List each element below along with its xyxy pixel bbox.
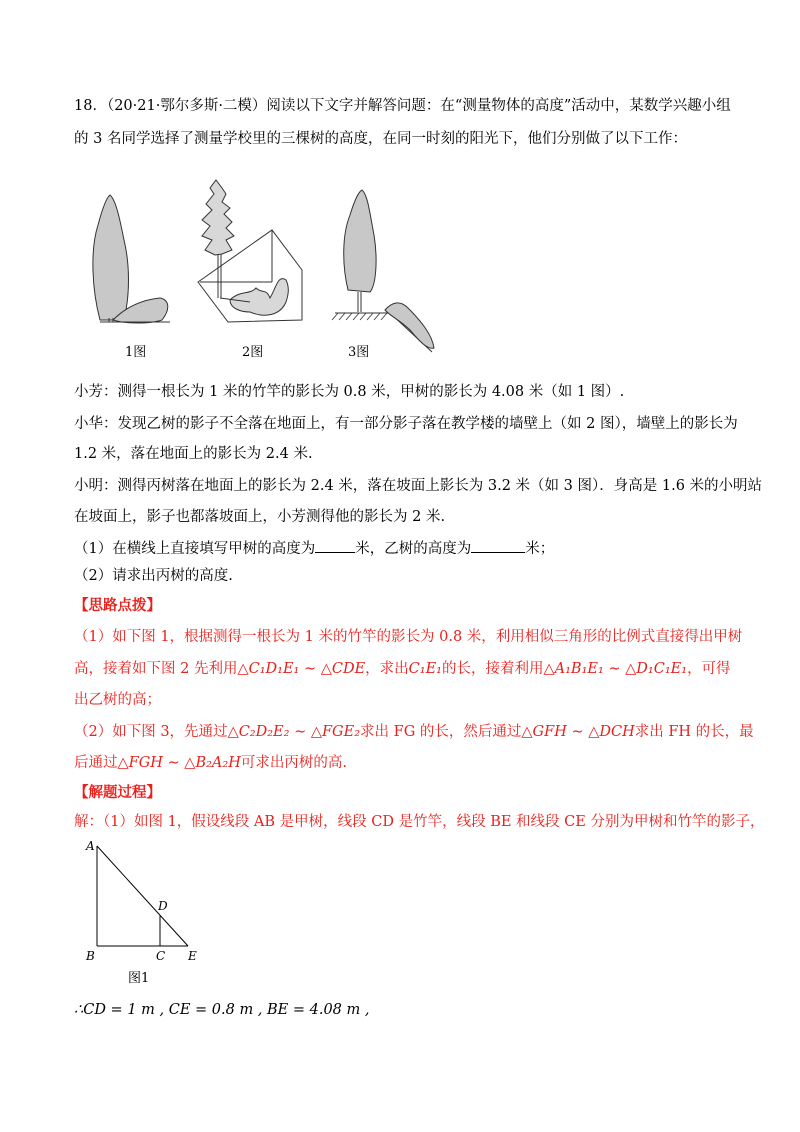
hint-similarity-4: △GFH ∼ △DCH [521, 724, 635, 740]
question-1 [74, 538, 554, 559]
question-1-part-c: 米； [525, 541, 555, 557]
point-label-a: A [86, 839, 95, 853]
point-label-c: C [156, 949, 166, 963]
xiaohua-text-1: 小华：发现乙树的影子不全落在地面上，有一部分影子落在教学楼的墙壁上（如 2 图），墙壁上的影长为 [74, 416, 738, 432]
figure-2-drawing [198, 180, 302, 322]
question-1-part-a: （1）在横线上直接填写甲树的高度为 [74, 541, 316, 557]
question-2: （2）请求出丙树的高度. [74, 568, 233, 584]
hint-line-5 [74, 753, 347, 773]
figure-label-3: 3图 [348, 345, 370, 360]
segment-ae [97, 846, 188, 946]
xiaoming-text-2: 在坡面上，影子也都落坡面上，小芳测得他的影长为 2 米. [74, 509, 446, 525]
problem-line-2: 的 3 名同学选择了测量学校里的三棵树的高度，在同一时刻的阳光下，他们分别做了以下工作： [74, 131, 687, 147]
hint-similarity-3: △C₂D₂E₂ ∼ △FGE₂ [227, 724, 361, 740]
hint-line-4 [74, 722, 754, 742]
xiaohua-text-2: 1.2 米，落在地面上的影长为 2.4 米. [74, 446, 313, 462]
problem-line-1: 18．（20·21·鄂尔多斯·二模）阅读以下文字并解答问题：在“测量物体的高度”活动中，某数学兴趣小组 [74, 98, 731, 114]
hint-similarity-5: △FGH ∼ △B₂A₂H [117, 755, 241, 771]
hint-line-2-d: ，可得 [687, 661, 731, 677]
hint-line-4-c: 求出 FH 的长，最 [634, 724, 754, 740]
hint-line-5-b: 可求出丙树的高. [240, 755, 347, 771]
figure-1-caption: 图1 [128, 971, 150, 986]
point-label-b: B [86, 949, 95, 963]
question-1-part-b: 米，乙树的高度为 [355, 541, 472, 557]
hint-line-1: （1）如下图 1，根据测得一根长为 1 米的竹竿的影长为 0.8 米，利用相似三角形的比例式直接得出甲树 [74, 629, 743, 645]
point-label-d: D [158, 899, 168, 913]
hint-line-4-a: （2）如下图 3，先通过 [74, 724, 228, 740]
xiaoming-text-1: 小明：测得丙树落在地面上的影长为 2.4 米，落在坡面上影长为 3.2 米（如 3 图）．身高是 1.6 米的小明站 [74, 478, 763, 494]
solution-figure-1 [80, 836, 220, 996]
hint-line-3: 出乙树的高； [74, 692, 161, 708]
figure-label-2: 2图 [242, 345, 264, 360]
tree-figures [80, 170, 460, 370]
point-label-e: E [188, 949, 197, 963]
hint-similarity-1: △C₁D₁E₁ ∼ △CDE [237, 661, 366, 677]
figure-1-drawing [93, 195, 170, 323]
hint-line-4-b: 求出 FG 的长，然后通过 [360, 724, 522, 740]
hint-similarity-2: △A₁B₁E₁ ∼ △D₁C₁E₁ [543, 661, 688, 677]
hint-line-5-a: 后通过 [74, 755, 118, 771]
hint-line-2 [74, 659, 731, 679]
hint-segment: C₁E₁ [408, 661, 442, 677]
xiaofang-text: 小芳：测得一根长为 1 米的竹竿的影长为 0.8 米，甲树的影长为 4.08 米（如 1 图）. [74, 384, 625, 400]
figure-3-drawing [332, 190, 434, 352]
figure-label-1: 1图 [125, 345, 147, 360]
hint-line-2-c: 的长，接着利用 [441, 661, 544, 677]
solution-heading: 【解题过程】 [74, 784, 161, 801]
answer-blank-2[interactable] [471, 538, 525, 553]
hint-line-2-b: ，求出 [365, 661, 409, 677]
solution-line-1: 解：（1）如图 1，假设线段 AB 是甲树，线段 CD 是竹竿，线段 BE 和线段 CE 分别为甲树和竹竿的影子， [74, 814, 765, 830]
hint-line-2-a: 高，接着如下图 2 先利用 [74, 661, 238, 677]
hint-heading: 【思路点拨】 [74, 597, 161, 614]
answer-blank-1[interactable] [315, 538, 355, 553]
solution-line-2: ∴CD = 1 m , CE = 0.8 m , BE = 4.08 m , [74, 1002, 370, 1018]
